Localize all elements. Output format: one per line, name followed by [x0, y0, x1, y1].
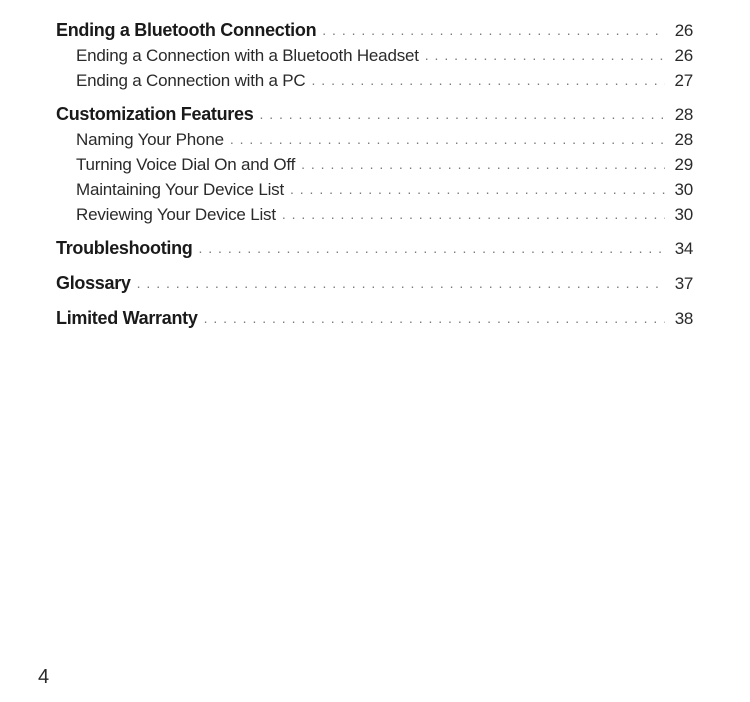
dot-leader: [230, 131, 665, 147]
toc-entry[interactable]: [56, 104, 693, 130]
toc-subentry-page: 30: [674, 205, 693, 224]
toc-subentry-title: Reviewing Your Device List: [76, 205, 276, 224]
table-of-contents: [56, 20, 693, 342]
toc-section-troubleshooting: [56, 238, 693, 264]
dot-leader: [199, 240, 666, 256]
dot-leader: [322, 22, 665, 38]
toc-subentry-page: 28: [674, 130, 693, 149]
toc-subentry-page: 30: [674, 180, 693, 199]
toc-section-ending-bluetooth-connection: [56, 20, 693, 96]
dot-leader: [301, 156, 665, 172]
toc-entry-title: Customization Features: [56, 104, 254, 124]
dot-leader: [312, 72, 665, 88]
toc-entry-page: 38: [674, 309, 693, 328]
toc-subentry-page: 29: [674, 155, 693, 174]
toc-subentry[interactable]: [56, 155, 693, 180]
toc-section-limited-warranty: [56, 308, 693, 334]
dot-leader: [425, 47, 665, 63]
toc-subentry-title: Turning Voice Dial On and Off: [76, 155, 296, 174]
toc-subentry-title: Naming Your Phone: [76, 130, 224, 149]
toc-entry-page: 34: [674, 239, 693, 258]
toc-subentry-page: 26: [674, 46, 693, 65]
toc-entry-title: Limited Warranty: [56, 308, 198, 328]
toc-entry[interactable]: [56, 20, 693, 46]
toc-subentry[interactable]: [56, 46, 693, 71]
page-number: 4: [38, 666, 50, 688]
dot-leader: [137, 275, 665, 291]
toc-entry[interactable]: [56, 238, 693, 264]
toc-subentry-title: Maintaining Your Device List: [76, 180, 284, 199]
dot-leader: [290, 181, 665, 197]
dot-leader: [259, 106, 665, 122]
toc-subentry-title: Ending a Connection with a PC: [76, 71, 306, 90]
toc-subentry[interactable]: [56, 205, 693, 230]
toc-subentry-page: 27: [674, 71, 693, 90]
toc-entry-title: Ending a Bluetooth Connection: [56, 20, 317, 40]
toc-entry-page: 28: [674, 105, 693, 124]
toc-entry-title: Glossary: [56, 273, 131, 293]
toc-entry-page: 37: [674, 274, 693, 293]
toc-entry[interactable]: [56, 273, 693, 299]
toc-section-customization-features: [56, 104, 693, 230]
toc-entry[interactable]: [56, 308, 693, 334]
toc-entry-title: Troubleshooting: [56, 238, 193, 258]
toc-subentry[interactable]: [56, 71, 693, 96]
dot-leader: [204, 310, 665, 326]
toc-subentry-title: Ending a Connection with a Bluetooth Headset: [76, 46, 419, 65]
toc-entry-page: 26: [674, 21, 693, 40]
toc-subentry[interactable]: [56, 180, 693, 205]
dot-leader: [282, 206, 665, 222]
toc-section-glossary: [56, 273, 693, 299]
toc-subentry[interactable]: [56, 130, 693, 155]
